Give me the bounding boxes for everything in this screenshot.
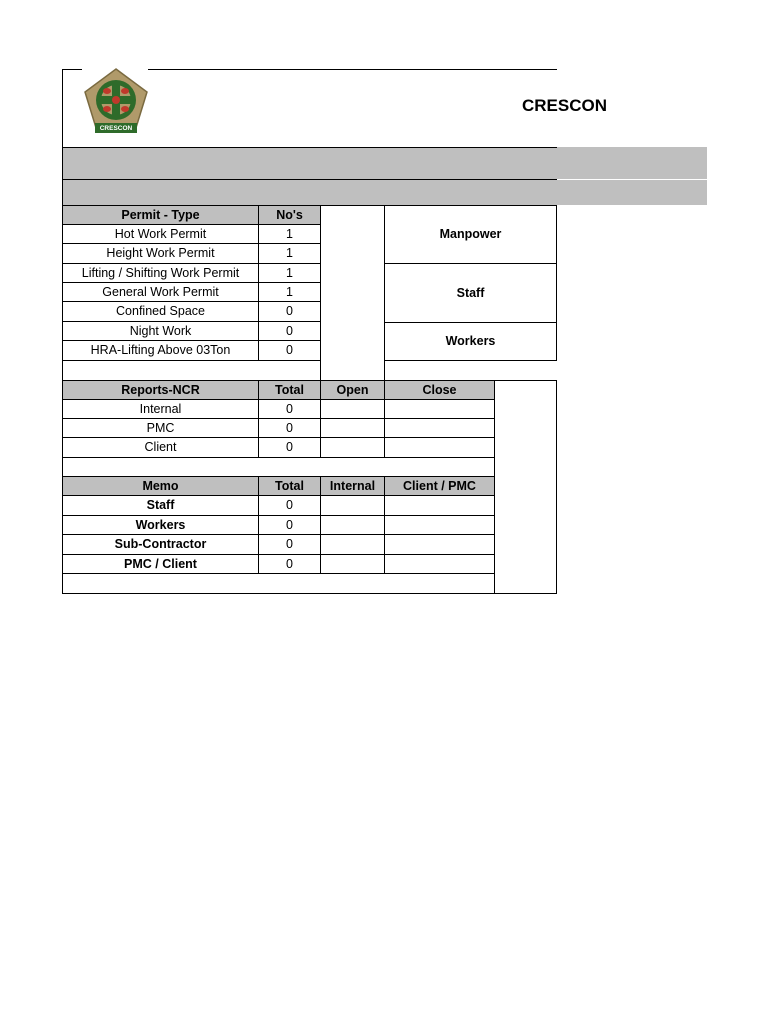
permit-type-cell: Confined Space bbox=[116, 304, 205, 319]
permit-count-cell: 1 bbox=[286, 246, 293, 261]
company-title: CRESCON bbox=[522, 96, 608, 115]
memo-internal-header: Internal bbox=[329, 478, 376, 493]
permit-count-header: No's bbox=[276, 207, 303, 222]
permit-type-cell: General Work Permit bbox=[102, 284, 219, 299]
memo-name-cell: Workers bbox=[135, 517, 186, 532]
permit-type-cell: Height Work Permit bbox=[106, 246, 215, 261]
memo-name-cell: PMC / Client bbox=[124, 556, 197, 571]
memo-client-header: Client / PMC bbox=[403, 478, 476, 493]
permit-count-cell: 0 bbox=[286, 304, 293, 319]
logo-text: CRESCON bbox=[99, 125, 133, 132]
reports-total-header: Total bbox=[275, 382, 304, 397]
reports-open-header: Open bbox=[336, 382, 369, 397]
permit-type-cell: Night Work bbox=[129, 323, 192, 338]
permit-count-cell: 0 bbox=[286, 343, 293, 358]
permit-type-cell: Hot Work Permit bbox=[114, 226, 207, 241]
reports-name-header: Reports-NCR bbox=[121, 382, 200, 397]
memo-total-cell: 0 bbox=[286, 498, 293, 513]
permit-count-cell: 0 bbox=[286, 323, 293, 338]
memo-name-cell: Sub-Contractor bbox=[114, 537, 207, 552]
permit-type-header: Permit - Type bbox=[121, 207, 200, 222]
staff-label: Staff bbox=[456, 285, 485, 300]
memo-total-cell: 0 bbox=[286, 537, 293, 552]
memo-name-header: Memo bbox=[142, 478, 179, 493]
permit-count-cell: 1 bbox=[286, 265, 293, 280]
manpower-label: Manpower bbox=[439, 227, 502, 242]
reports-close-header: Close bbox=[422, 382, 457, 397]
memo-total-header: Total bbox=[275, 478, 304, 493]
memo-total-cell: 0 bbox=[286, 556, 293, 571]
reports-total-cell: 0 bbox=[286, 420, 293, 435]
reports-name-cell: Client bbox=[144, 440, 177, 455]
workers-label: Workers bbox=[445, 334, 496, 349]
permit-count-cell: 1 bbox=[286, 284, 293, 299]
permit-count-cell: 1 bbox=[286, 226, 293, 241]
reports-name-cell: Internal bbox=[139, 401, 182, 416]
reports-total-cell: 0 bbox=[286, 401, 293, 416]
reports-name-cell: PMC bbox=[146, 420, 175, 435]
permit-type-cell: Lifting / Shifting Work Permit bbox=[81, 265, 240, 280]
permit-type-cell: HRA-Lifting Above 03Ton bbox=[90, 343, 231, 358]
company-logo bbox=[83, 67, 149, 135]
reports-total-cell: 0 bbox=[286, 440, 293, 455]
memo-name-cell: Staff bbox=[146, 498, 175, 513]
memo-total-cell: 0 bbox=[286, 517, 293, 532]
